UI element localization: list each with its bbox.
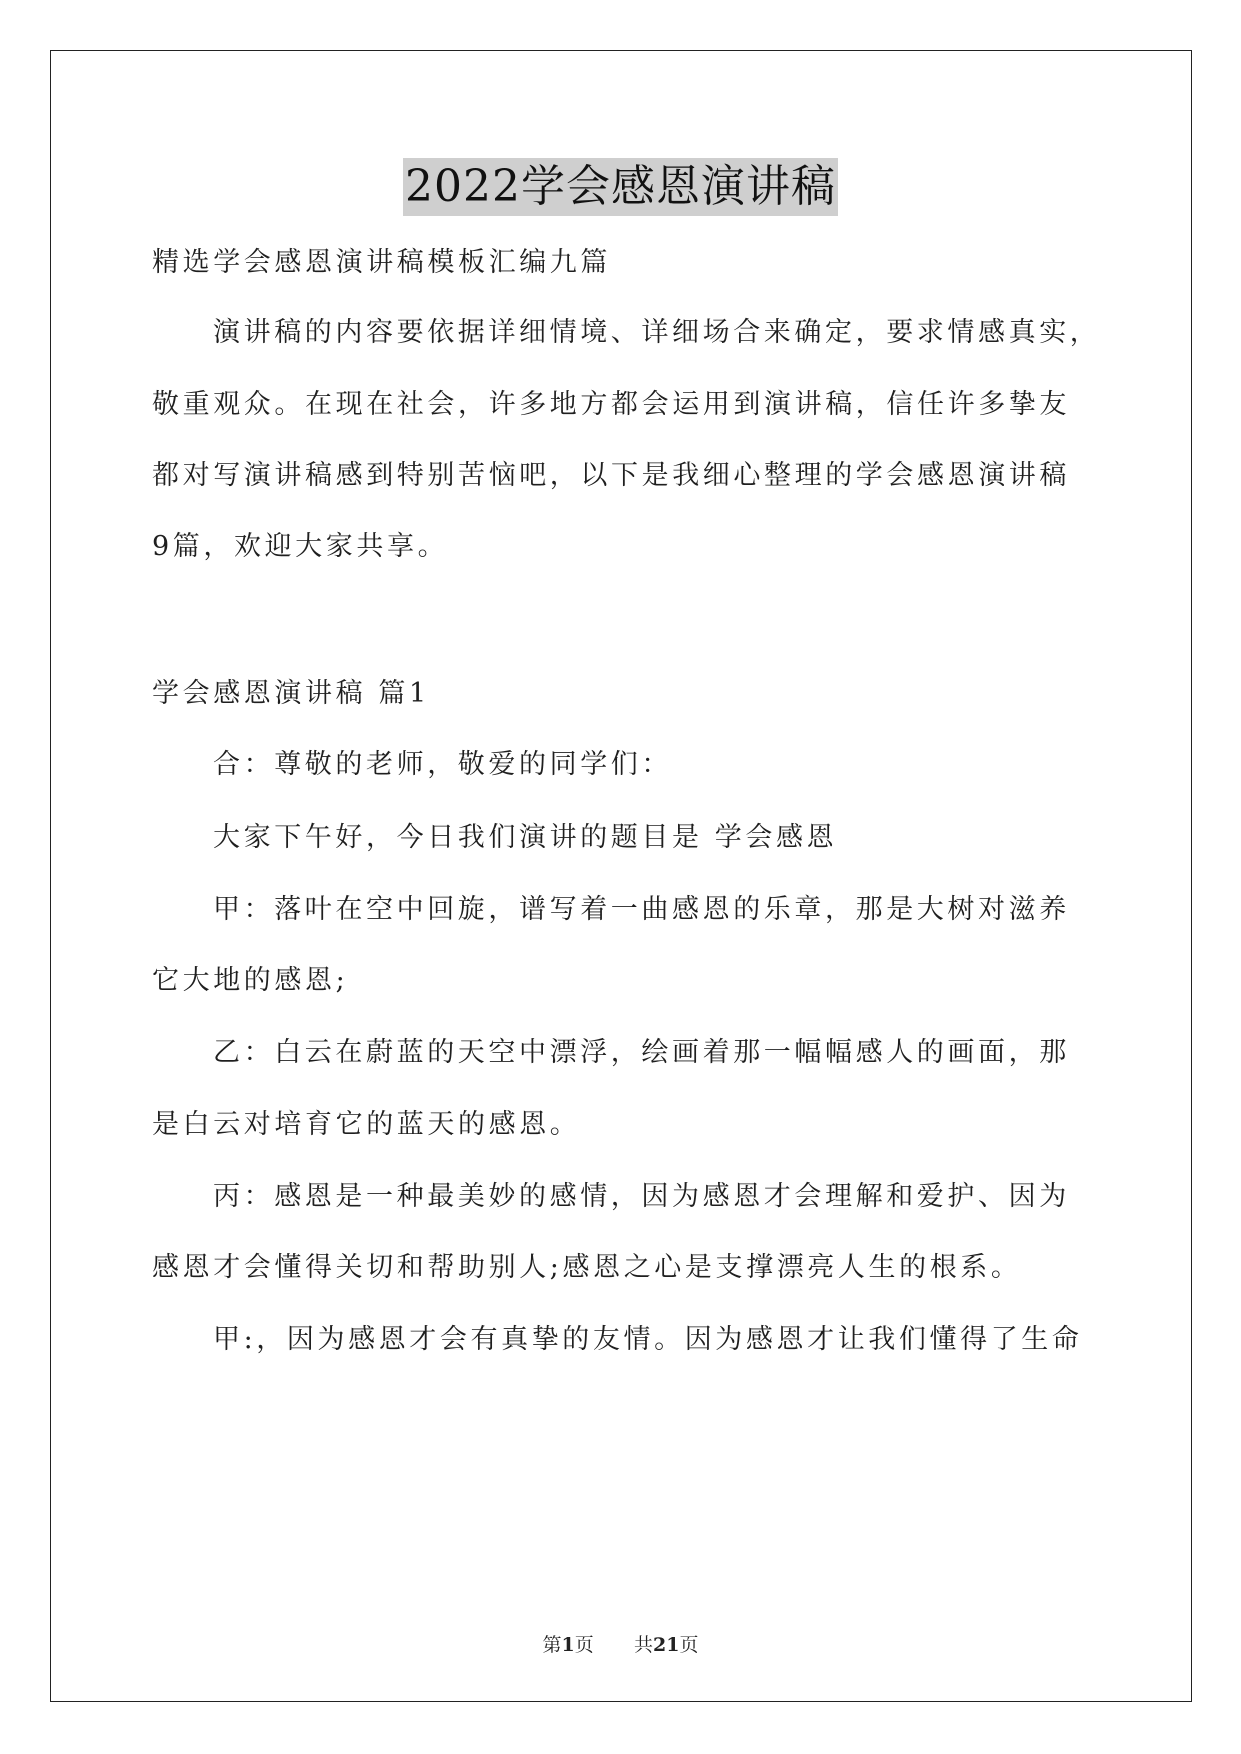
intro-line: 演讲稿的内容要依据详细情境、详细场合来确定，要求情感真实， [213, 317, 1101, 348]
intro-line: 都对写演讲稿感到特别苦恼吧，以下是我细心整理的学会感恩演讲稿 [152, 460, 1070, 491]
body-line: 感恩才会懂得关切和帮助别人;感恩之心是支撑漂亮人生的根系。 [152, 1252, 1022, 1283]
page-footer [0, 1630, 1241, 1657]
page-label-prefix: 第 [542, 1634, 562, 1656]
document-subtitle: 精选学会感恩演讲稿模板汇编九篇 [152, 247, 611, 278]
title-container [0, 158, 1241, 216]
page-label-suffix: 页 [574, 1634, 594, 1656]
body-line: 甲：落叶在空中回旋，谱写着一曲感恩的乐章，那是大树对滋养 [213, 894, 1070, 925]
body-line: 大家下午好，今日我们演讲的题目是 学会感恩 [213, 822, 838, 853]
intro-line: 敬重观众。在现在社会，许多地方都会运用到演讲稿，信任许多挚友 [152, 389, 1070, 420]
document-title: 2022学会感恩演讲稿 [403, 158, 838, 216]
body-line: 它大地的感恩; [152, 965, 349, 996]
body-line: 甲:，因为感恩才会有真挚的友情。因为感恩才让我们懂得了生命 [213, 1324, 1083, 1355]
page-border [50, 50, 1192, 1702]
total-pages: 21 [652, 1634, 680, 1656]
body-line: 丙：感恩是一种最美妙的感情，因为感恩才会理解和爱护、因为 [213, 1181, 1070, 1212]
body-line: 合：尊敬的老师，敬爱的同学们： [213, 749, 672, 780]
body-line: 是白云对培育它的蓝天的感恩。 [152, 1109, 581, 1140]
total-label-suffix: 页 [679, 1634, 699, 1656]
section-heading: 学会感恩演讲稿 篇1 [152, 678, 430, 709]
body-line: 乙：白云在蔚蓝的天空中漂浮，绘画着那一幅幅感人的画面，那 [213, 1037, 1070, 1068]
page-number: 1 [561, 1634, 575, 1656]
total-label-prefix: 共 [633, 1634, 653, 1656]
intro-line: 9篇，欢迎大家共享。 [152, 531, 449, 562]
